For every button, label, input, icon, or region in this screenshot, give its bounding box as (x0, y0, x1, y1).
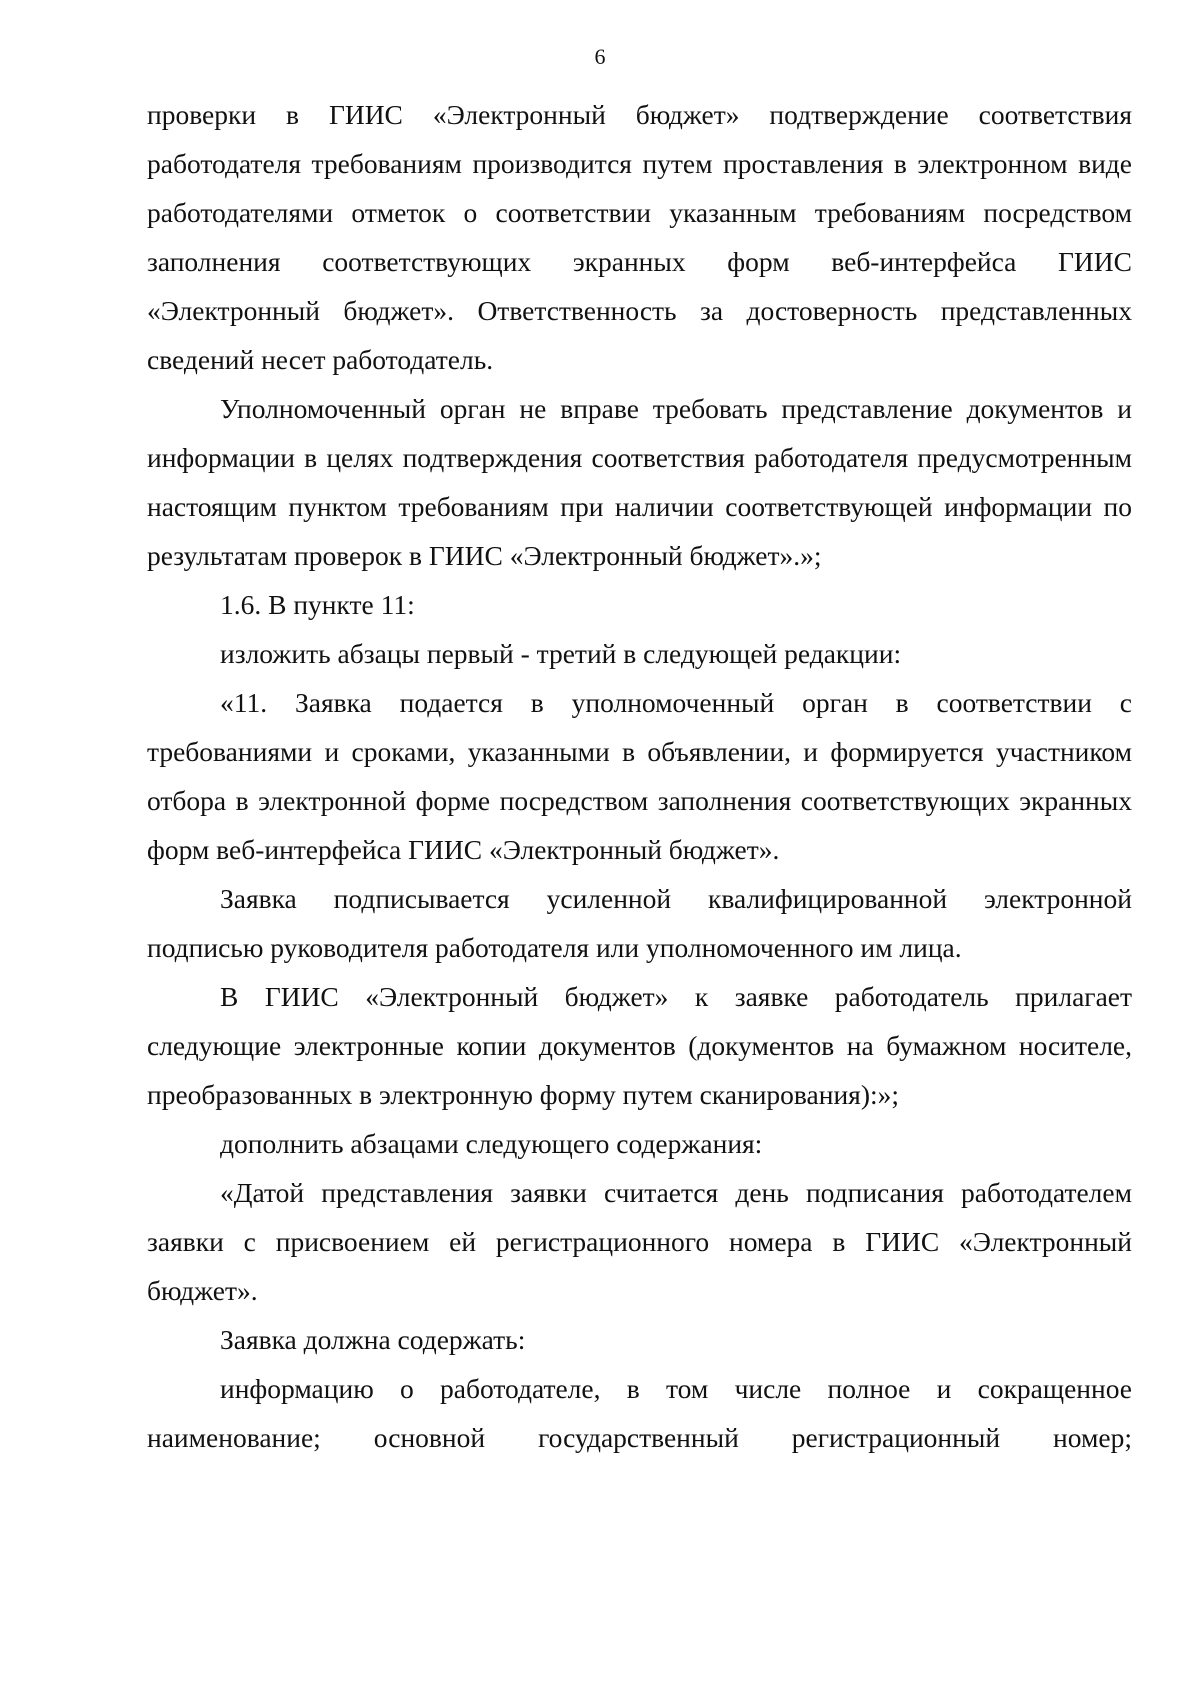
paragraph-clause-1-6: 1.6. В пункте 11: (220, 589, 415, 620)
paragraph-employer-information: информацию о работодателе, в том числе полное и сокращенное наименование; основной государственный регистрационный номер; (147, 1373, 1132, 1453)
paragraph-clause-11: «11. Заявка подается в уполномоченный орган в соответствии с требованиями и сроками, указанными в объявлении, и формируется участником отбора в электронной форме посредством заполнения соответствующих экранных форм веб-интерфейса ГИИС «Электронный бюджет». (147, 687, 1132, 865)
paragraph-amendment-instruction: изложить абзацы первый - третий в следующей редакции: (220, 638, 902, 669)
paragraph-signature-requirement: Заявка подписывается усиленной квалифицированной электронной подписью руководителя работодателя или уполномоченного им лица. (147, 883, 1132, 963)
paragraph-submission-date: «Датой представления заявки считается день подписания работодателем заявки с присвоением ей регистрационного номера в ГИИС «Электронный бюджет». (147, 1177, 1132, 1306)
paragraph-authorized-body-restriction: Уполномоченный орган не вправе требовать представление документов и информации в целях подтверждения соответствия работодателя предусмотренным настоящим пунктом требованиям при наличии соответствующей информации по результатам проверок в ГИИС «Электронный бюджет».»; (147, 393, 1132, 571)
document-body (147, 90, 1132, 1462)
paragraph-addition-instruction: дополнить абзацами следующего содержания: (220, 1128, 763, 1159)
paragraph-application-contents: Заявка должна содержать: (220, 1324, 526, 1355)
paragraph-verification-continuation: проверки в ГИИС «Электронный бюджет» подтверждение соответствия работодателя требованиям производится путем проставления в электронном виде работодателями отметок о соответствии указанным требованиям посредством заполнения соответствующих экранных форм веб-интерфейса ГИИС «Электронный бюджет». Ответственность за достоверность представленных сведений несет работодатель. (147, 99, 1132, 375)
paragraph-attached-documents: В ГИИС «Электронный бюджет» к заявке работодатель прилагает следующие электронные копии документов (документов на бумажном носителе, преобразованных в электронную форму путем сканирования):»; (147, 981, 1132, 1110)
page-number: 6 (594, 44, 606, 69)
